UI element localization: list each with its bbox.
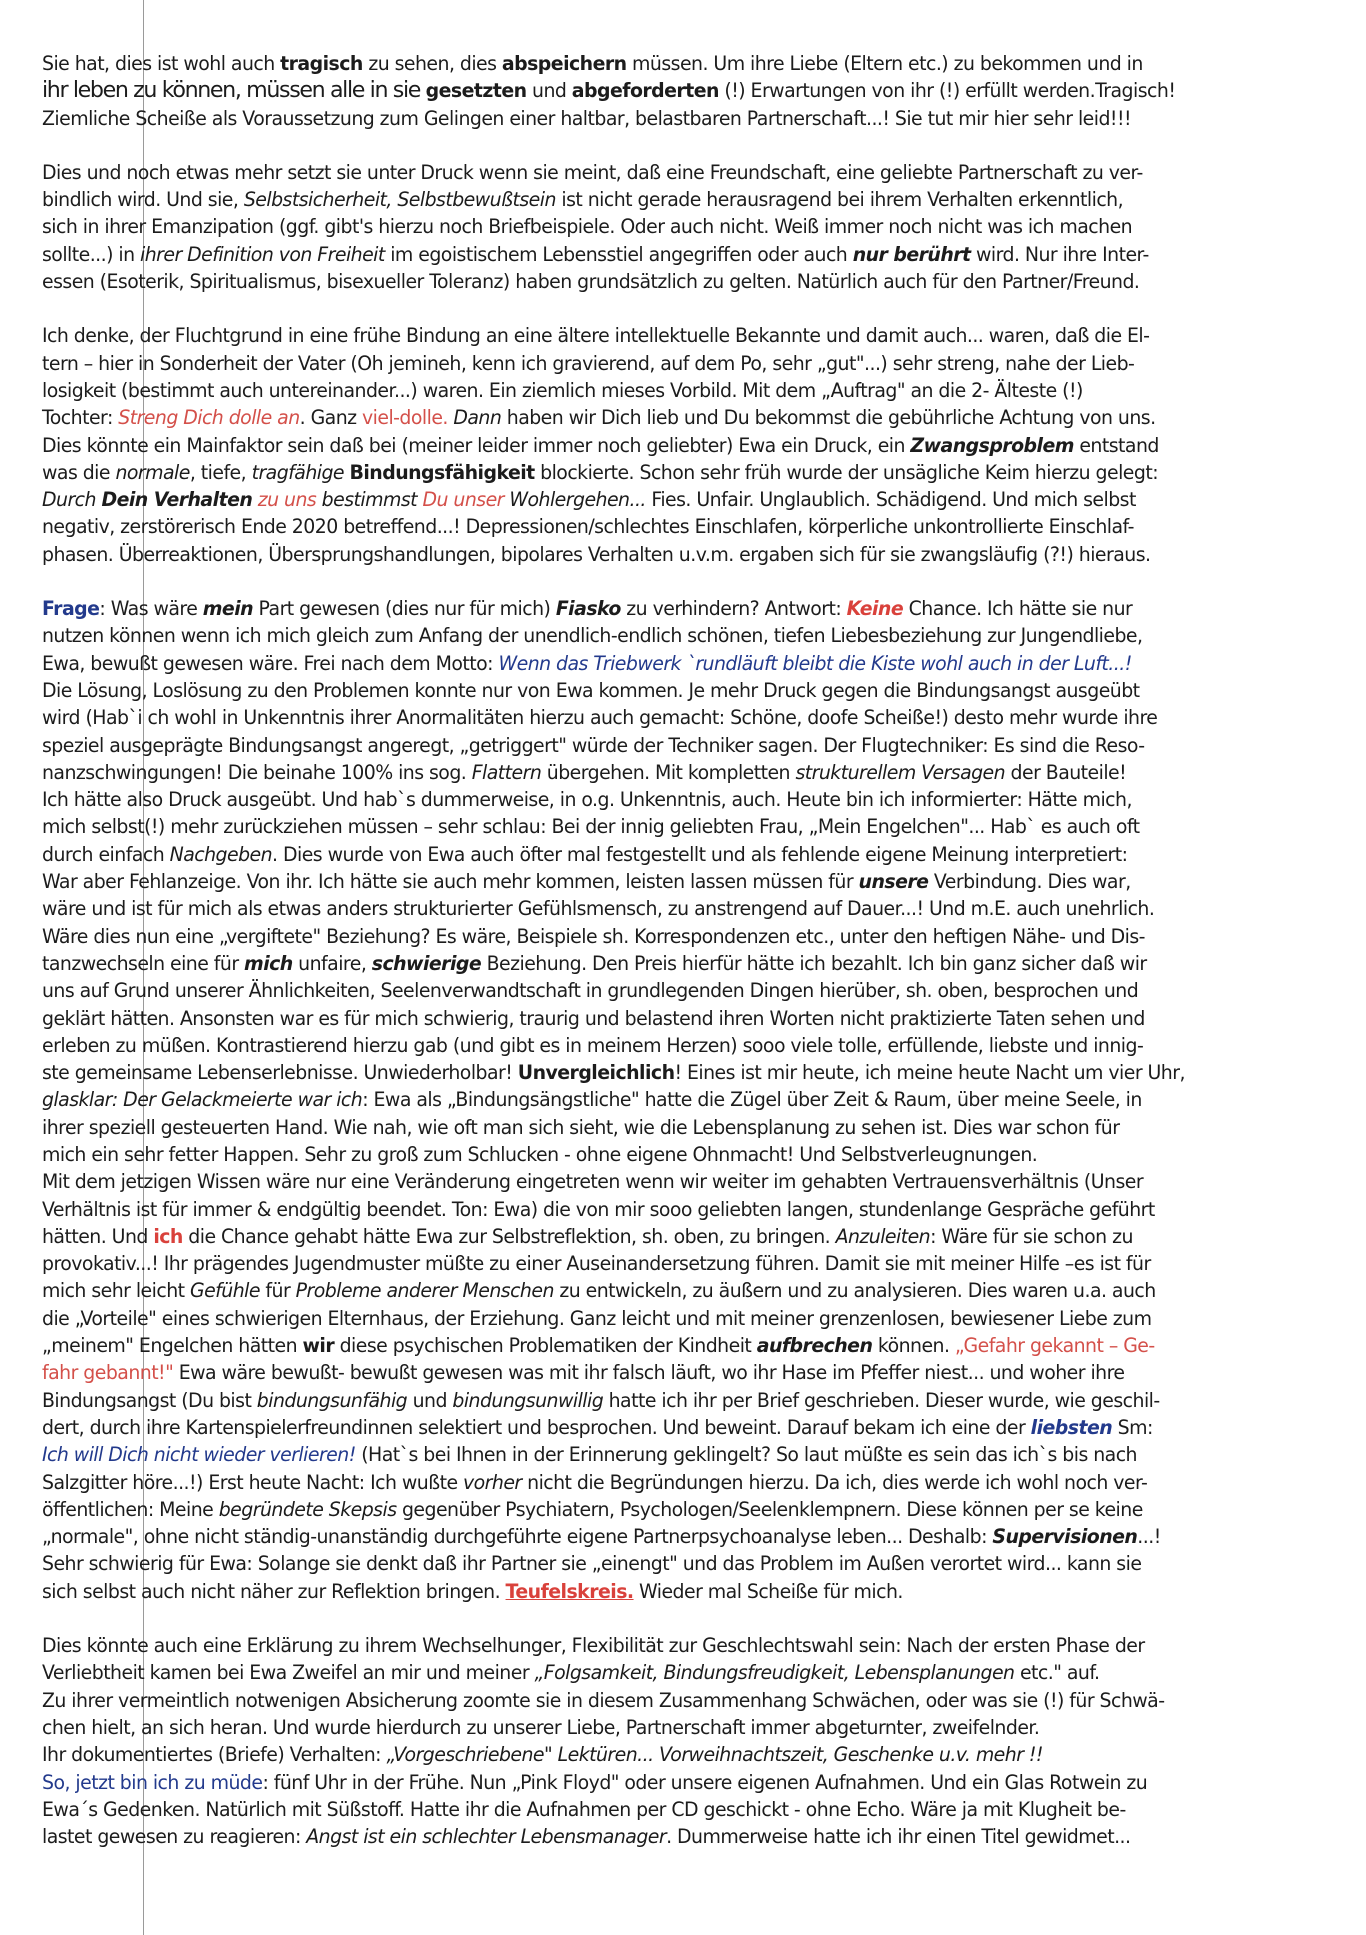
styled-text-run: Probleme anderer Menschen xyxy=(295,1279,554,1303)
text-run: lastet gewesen zu reagieren: xyxy=(42,1825,307,1849)
text-line xyxy=(42,268,1313,295)
text-run: zu entwickeln, zu äußern und zu analysieren. Dies waren u.a. auch xyxy=(553,1279,1156,1303)
text-run: nutzen können wenn ich mich gleich zum Anfang der unendlich-endlich schönen, tiefen Liebesbeziehung zur Jungendliebe, xyxy=(42,624,1143,648)
text-run: bindlich wird. Und sie, xyxy=(42,188,244,212)
text-run: Tochter: xyxy=(42,406,119,430)
text-run: und xyxy=(526,79,572,103)
text-line xyxy=(42,841,1313,868)
text-run: sollte...) in xyxy=(42,242,141,266)
text-run: gegenüber Psychiatern, Psychologen/Seelenklempnern. Diese können per se keine xyxy=(396,1497,1143,1521)
styled-text-run: normale xyxy=(115,460,190,484)
text-run: Fies. Unfair. Unglaublich. Schädigend. Und mich selbst xyxy=(645,488,1136,512)
text-line xyxy=(42,1141,1313,1168)
text-run: Mit dem jetzigen Wissen wäre nur eine Veränderung eingetreten wenn wir weiter im gehabten Vertrauensverhältnis (Unser xyxy=(42,1170,1144,1194)
text-run: Part gewesen (dies nur für mich) xyxy=(253,597,556,621)
text-run: für xyxy=(259,1279,296,1303)
styled-text-run: Angst ist ein schlechter Lebensmanager xyxy=(306,1825,667,1849)
text-run: „normale", ohne nicht ständig-unanständig durchgeführte eigene Partnerpsychoanalyse leben... Deshalb: xyxy=(42,1525,993,1549)
styled-text-run: schwierige xyxy=(371,951,482,975)
styled-text-run: Du unser xyxy=(422,488,504,512)
paragraph xyxy=(42,50,1313,132)
styled-text-run: „Gefahr gekannt – Ge- xyxy=(954,1334,1155,1358)
styled-text-run: zu uns xyxy=(257,488,317,512)
text-run: Dies und noch etwas mehr setzt sie unter Druck wenn sie meint, daß eine Freundschaft, eine geliebte Partnerschaft zu ver- xyxy=(42,160,1143,184)
text-line xyxy=(42,213,1313,240)
text-run: Ihr dokumentiertes (Briefe) Verhalten: xyxy=(42,1743,387,1767)
text-run: speziel ausgeprägte Bindungsangst angeregt, „getriggert" würde der Techniker sagen. Der Flugtechniker: Es sind die Reso- xyxy=(42,733,1145,757)
paragraph xyxy=(42,159,1313,295)
text-line xyxy=(42,1196,1313,1223)
text-run: chen hielt, an sich heran. Und wurde hierdurch zu unserer Liebe, Partnerschaft immer abgeturnter, zweifelnder. xyxy=(42,1715,1040,1739)
text-line xyxy=(42,1332,1313,1359)
text-run: phasen. Überreaktionen, Übersprungshandlungen, bipolares Verhalten u.v.m. ergaben sich für sie zwangsläufig (?!) hieraus. xyxy=(42,542,1151,566)
styled-text-run: liebsten xyxy=(1030,1415,1113,1439)
text-run: Salzgitter höre...!) Erst heute Nacht: Ich wußte xyxy=(42,1470,464,1494)
text-run: Die Lösung, Loslösung zu den Problemen konnte nur von Ewa kommen. Je mehr Druck gegen die Bindungsangst ausgeübt xyxy=(42,678,1140,702)
text-run: Ewa, bewußt gewesen wäre. Frei nach dem Motto: xyxy=(42,651,499,675)
text-run: etc." auf. xyxy=(1014,1661,1100,1685)
text-run: was die xyxy=(42,460,116,484)
text-line xyxy=(42,1796,1313,1823)
text-line xyxy=(42,786,1313,813)
text-run: hätten. Und xyxy=(42,1224,154,1248)
text-run: geklärt hätten. Ansonsten war es für mich schwierig, traurig und belastend ihren Worten nicht praktizierte Taten sehen und xyxy=(42,1006,1145,1030)
text-line xyxy=(42,105,1313,132)
styled-text-run: gesetzten xyxy=(425,79,527,103)
text-line xyxy=(42,1441,1313,1468)
text-run: Verhältnis ist für immer & endgültig beendet. Ton: Ewa) die von mir sooo geliebten langen, stundenlange Gespräche geführt xyxy=(42,1197,1155,1221)
styled-text-run: tragfähige xyxy=(251,460,345,484)
styled-text-run: Fiasko xyxy=(555,597,621,621)
text-run: Verliebtheit kamen bei Ewa Zweifel an mir und meiner xyxy=(42,1661,535,1685)
styled-text-run: Supervisionen xyxy=(992,1525,1138,1549)
styled-text-run: strukturellem Versagen xyxy=(795,760,1006,784)
text-line xyxy=(42,1059,1313,1086)
styled-text-run: Gefühle xyxy=(189,1279,260,1303)
styled-text-run: glasklar: Der Gelackmeierte war ich xyxy=(42,1088,363,1112)
styled-text-run: vorher xyxy=(463,1470,522,1494)
text-run: Sm: xyxy=(1112,1415,1153,1439)
text-run: die „Vorteile" eines schwierigen Elternhaus, der Erziehung. Ganz leicht und mit meiner grenzenlosen, bewiesener Liebe zum xyxy=(42,1306,1152,1330)
text-run: Dies könnte ein Mainfaktor sein daß bei (meiner leider immer noch geliebter) Ewa ein Druck, ein xyxy=(42,433,911,457)
text-run: ste gemeinsame Lebenserlebnisse. Unwiederholbar! xyxy=(42,1061,518,1085)
text-run: wird. Nur ihre Inter- xyxy=(970,242,1149,266)
text-line xyxy=(42,704,1313,731)
text-line xyxy=(42,1114,1313,1141)
styled-text-run: Wenn das Triebwerk `rundläuft bleibt die Kiste wohl auch in der Luft...! xyxy=(498,651,1132,675)
text-run: : Was wäre xyxy=(99,597,203,621)
styled-text-run: Anzuleiten xyxy=(835,1224,931,1248)
text-run: tanzwechseln eine für xyxy=(42,951,245,975)
text-run: Sehr schwierig für Ewa: Solange sie denkt daß ihr Partner sie „einengt" und das Problem im Außen verortet wird... kann sie xyxy=(42,1552,1142,1576)
text-line xyxy=(42,1632,1313,1659)
paragraph xyxy=(42,1632,1313,1850)
text-line xyxy=(42,1769,1313,1796)
styled-text-run: Ich will Dich nicht wieder verlieren! xyxy=(42,1443,356,1467)
text-line xyxy=(42,1359,1313,1386)
styled-text-run: Unvergleichlich xyxy=(517,1061,675,1085)
text-run: : Wäre für sie schon zu xyxy=(930,1224,1133,1248)
text-run: entstand xyxy=(1073,433,1159,457)
styled-text-run: aufbrechen xyxy=(756,1334,873,1358)
text-run: öffentlichen: Meine xyxy=(42,1497,219,1521)
text-run: ...! xyxy=(1137,1525,1161,1549)
styled-text-run: bindungsunwillig xyxy=(452,1388,604,1412)
text-line xyxy=(42,377,1313,404)
text-line xyxy=(42,1414,1313,1441)
styled-text-run: Dein Verhalten xyxy=(101,488,253,512)
text-line xyxy=(42,1550,1313,1577)
text-run: übergehen. Mit kompletten xyxy=(541,760,796,784)
text-line xyxy=(42,1469,1313,1496)
text-run: ! Eines ist mir heute, ich meine heute Nacht um vier Uhr, xyxy=(674,1061,1185,1085)
text-run: hatte ich ihr per Brief geschrieben. Dieser wurde, wie geschil- xyxy=(603,1388,1160,1412)
text-line xyxy=(42,895,1313,922)
text-run: zu sehen, dies xyxy=(362,52,502,75)
text-run: Wieder mal Scheiße für mich. xyxy=(633,1579,903,1603)
styled-text-run: Nachgeben xyxy=(169,842,273,866)
text-line xyxy=(42,1687,1313,1714)
text-run: , tiefe, xyxy=(189,460,252,484)
text-line xyxy=(42,868,1313,895)
text-line xyxy=(42,1277,1313,1304)
text-run: losigkeit (bestimmt auch untereinander...) waren. Ein ziemlich mieses Vorbild. Mit dem „Auftrag" an die 2- Älteste (!) xyxy=(42,378,1083,402)
text-run: . Dummerweise hatte ich ihr einen Titel gewidmet... xyxy=(666,1825,1131,1849)
styled-text-run: viel-dolle. xyxy=(362,406,448,430)
text-run: nanzschwingungen! Die beinahe 100% ins sog. xyxy=(42,760,472,784)
styled-text-run: Zwangsproblem xyxy=(910,433,1074,457)
text-line xyxy=(42,404,1313,431)
text-line xyxy=(42,1086,1313,1113)
text-line xyxy=(42,432,1313,459)
styled-text-run: Durch xyxy=(42,488,102,512)
styled-text-run: ich xyxy=(153,1224,183,1248)
text-run: sich selbst auch nicht näher zur Reflektion bringen. xyxy=(42,1579,506,1603)
styled-text-run: So, jetzt bin ich zu müde xyxy=(42,1770,263,1794)
text-line xyxy=(42,1168,1313,1195)
styled-text-run: Teufelskreis. xyxy=(505,1579,634,1603)
styled-text-run: ihrer Definition von Freiheit xyxy=(140,242,385,266)
text-run: Chance. Ich hätte sie nur xyxy=(903,597,1133,621)
styled-text-run: Frage xyxy=(42,597,100,621)
text-run: Ich hätte also Druck ausgeübt. Und hab`s dummerweise, in o.g. Unkenntnis, auch. Heute bin ich informierter: Hätte mich, xyxy=(42,788,1132,812)
text-run: Sie hat, dies ist wohl auch xyxy=(42,52,281,75)
styled-text-run: Flattern xyxy=(471,760,542,784)
text-run: müssen. Um ihre Liebe (Eltern etc.) zu bekommen und in xyxy=(626,52,1143,75)
text-run: tern – hier in Sonderheit der Vater (Oh jemineh, kenn ich gravierend, auf dem Po, sehr „gut"...) sehr streng, nahe der Lieb- xyxy=(42,351,1135,375)
text-line xyxy=(42,541,1313,568)
text-run: unfaire, xyxy=(292,951,372,975)
text-run: „meinem" Engelchen hätten xyxy=(42,1334,303,1358)
text-line xyxy=(42,622,1313,649)
text-run: der Bauteile! xyxy=(1005,760,1127,784)
styled-text-run: abgeforderten xyxy=(571,79,719,103)
text-line xyxy=(42,677,1313,704)
text-line xyxy=(42,322,1313,349)
text-line xyxy=(42,1496,1313,1523)
document-page xyxy=(42,50,1313,1877)
text-line xyxy=(42,1250,1313,1277)
text-line xyxy=(42,186,1313,213)
styled-text-run: Dann xyxy=(453,406,502,430)
text-line xyxy=(42,813,1313,840)
text-run: Wäre dies nun eine „vergiftete" Beziehung? Es wäre, Beispiele sh. Korrespondenzen etc., unter den heftigen Nähe- und Dis- xyxy=(42,924,1145,948)
styled-text-run: Keine xyxy=(846,597,904,621)
text-run: mich selbst(!) mehr zurückziehen müssen – sehr schlau: Bei der innig geliebten Frau, „Mein Engelchen"... Hab` es auch oft xyxy=(42,815,1140,839)
text-run: wird (Hab`i ch wohl in Unkenntnis ihrer Anormalitäten hierzu auch gemacht: Schöne, doofe Scheiße!) desto mehr wurde ihre xyxy=(42,706,1158,730)
text-run: : Ewa als „Bindungsängstliche" hatte die Zügel über Zeit & Raum, über meine Seele, in xyxy=(362,1088,1142,1112)
text-run: zu verhindern? Antwort: xyxy=(620,597,847,621)
text-line xyxy=(42,950,1313,977)
text-run: sich in ihrer Emanzipation (ggf. gibt's hierzu noch Briefbeispiele. Oder auch nicht. Weiß immer noch nicht was ich machen xyxy=(42,215,1133,239)
text-run: War aber Fehlanzeige. Von ihr. Ich hätte sie auch mehr kommen, leisten lassen müssen für xyxy=(42,870,859,894)
text-run: mich ein sehr fetter Happen. Sehr zu groß zum Schlucken - ohne eigene Ohnmacht! Und Selbstverleugnungen. xyxy=(42,1142,1038,1166)
text-line xyxy=(42,1387,1313,1414)
text-line xyxy=(42,459,1313,486)
text-line xyxy=(42,1223,1313,1250)
styled-text-run: Wohlergehen... xyxy=(503,488,646,512)
styled-text-run: bindungsunfähig xyxy=(256,1388,408,1412)
styled-text-run: begründete Skepsis xyxy=(218,1497,397,1521)
styled-text-run: bestimmst xyxy=(316,488,423,512)
text-run: Zu ihrer vermeintlich notwenigen Absicherung zoomte sie in diesem Zusammenhang Schwächen, oder was sie (!) für Schwä- xyxy=(42,1688,1165,1712)
text-line xyxy=(42,1032,1313,1059)
styled-text-run: Streng Dich dolle an xyxy=(118,406,300,430)
text-line xyxy=(42,1578,1313,1605)
text-line xyxy=(42,486,1313,513)
text-line xyxy=(42,159,1313,186)
text-line xyxy=(42,1659,1313,1686)
text-run: ist nicht gerade herausragend bei ihrem Verhalten erkenntlich, xyxy=(555,188,1124,212)
text-run: Verbindung. Dies war, xyxy=(928,870,1131,894)
styled-text-run: fahr gebannt!" xyxy=(42,1361,174,1385)
text-line xyxy=(42,650,1313,677)
text-run: blockierte. Schon sehr früh wurde der unsägliche Keim hierzu gelegt: xyxy=(534,460,1159,484)
text-run: durch einfach xyxy=(42,842,170,866)
styled-text-run: tragisch xyxy=(280,52,363,75)
text-run: essen (Esoterik, Spiritualismus, bisexueller Toleranz) haben grundsätzlich zu gelten. Natürlich auch für den Partner/Freund. xyxy=(42,270,1140,294)
text-line xyxy=(42,1005,1313,1032)
text-line xyxy=(42,77,1313,104)
paragraph xyxy=(42,322,1313,568)
text-run: ihrer speziell gesteuerten Hand. Wie nah, wie oft man sich sieht, wie die Lebensplanung zu sehen ist. Dies war schon für xyxy=(42,1115,1120,1139)
text-line xyxy=(42,1305,1313,1332)
text-run: Ich denke, der Fluchtgrund in eine frühe Bindung an eine ältere intellektuelle Bekannte und damit auch... waren, daß die El- xyxy=(42,324,1150,348)
text-line xyxy=(42,350,1313,377)
text-run: die Chance gehabt hätte Ewa zur Selbstreflektion, sh. oben, zu bringen. xyxy=(182,1224,836,1248)
text-run: und xyxy=(407,1388,453,1412)
text-run: diese psychischen Problematiken der Kindheit xyxy=(334,1334,757,1358)
text-line xyxy=(42,513,1313,540)
styled-text-run: unsere xyxy=(858,870,929,894)
text-run: . Ganz xyxy=(299,406,363,430)
styled-text-run: „Folgsamkeit, Bindungsfreudigkeit, Lebensplanungen xyxy=(534,1661,1015,1685)
text-run: mich sehr leicht xyxy=(42,1279,190,1303)
styled-text-run: abspeichern xyxy=(501,52,627,75)
styled-text-run: mich xyxy=(244,951,293,975)
styled-text-run: „Vorgeschriebene" Lektüren... Vorweihnachtszeit, Geschenke u.v. mehr !! xyxy=(386,1743,1043,1767)
text-run: Ewa wäre bewußt- bewußt gewesen was mit ihr falsch läuft, wo ihr Hase im Pfeffer niest... und woher ihre xyxy=(173,1361,1125,1385)
text-run: erleben zu müßen. Kontrastierend hierzu gab (und gibt es in meinem Herzen) sooo viele tolle, erfüllende, liebste und innig- xyxy=(42,1033,1144,1057)
text-run: : fünf Uhr in der Frühe. Nun „Pink Floyd" oder unsere eigenen Aufnahmen. Und ein Glas Rotwein zu xyxy=(262,1770,1148,1794)
styled-text-run: Selbstsicherheit, Selbstbewußtsein xyxy=(243,188,556,212)
text-line xyxy=(42,241,1313,268)
text-line xyxy=(42,1523,1313,1550)
text-run: uns auf Grund unserer Ähnlichkeiten, Seelenverwandtschaft in grundlegenden Dingen hierüber, sh. oben, besprochen und xyxy=(42,979,1139,1003)
text-run: wäre und ist für mich als etwas anders strukturierter Gefühlsmensch, zu anstrengend auf Dauer...! Und m.E. auch unehrlich. xyxy=(42,897,1155,921)
text-run: (Hat`s bei Ihnen in der Erinnerung geklingelt? So laut müßte es sein das ich`s bis nach xyxy=(355,1443,1137,1467)
text-run: Beziehung. Den Preis hierfür hätte ich bezahlt. Ich bin ganz sicher daß wir xyxy=(481,951,1147,975)
styled-text-run: Bindungsfähigkeit xyxy=(349,460,535,484)
paragraph xyxy=(42,595,1313,1605)
text-run: provokativ...! Ihr prägendes Jugendmuster müßte zu einer Auseinandersetzung führen. Damit sie mit meiner Hilfe –es ist für xyxy=(42,1252,1151,1276)
text-run: haben wir Dich lieb und Du bekommst die gebührliche Achtung von uns. xyxy=(501,406,1156,430)
text-run: (!) Erwartungen von ihr (!) erfüllt werden.Tragisch! xyxy=(718,79,1176,103)
styled-text-run: mein xyxy=(202,597,254,621)
styled-text-run: nur berührt xyxy=(852,242,971,266)
text-run: nicht die Begründungen hierzu. Da ich, dies werde ich wohl noch ver- xyxy=(521,1470,1148,1494)
text-line xyxy=(42,732,1313,759)
text-line xyxy=(42,1823,1313,1850)
text-line xyxy=(42,1741,1313,1768)
text-run: Ziemliche Scheiße als Voraussetzung zum Gelingen einer haltbar, belastbaren Partnerschaft...! Sie tut mir hier sehr leid!!! xyxy=(42,106,1132,130)
text-line xyxy=(42,977,1313,1004)
text-run: Ewa´s Gedenken. Natürlich mit Süßstoff. Hatte ihr die Aufnahmen per CD geschickt - ohne Echo. Wäre ja mit Klugheit be- xyxy=(42,1797,1126,1821)
text-line xyxy=(42,595,1313,622)
styled-text-run: wir xyxy=(302,1334,335,1358)
text-run: Dies könnte auch eine Erklärung zu ihrem Wechselhunger, Flexibilität zur Geschlechtswahl sein: Nach der ersten Phase der xyxy=(42,1634,1145,1658)
text-run: dert, durch ihre Kartenspielerfreundinnen selektiert und besprochen. Und beweint. Darauf bekam ich eine der xyxy=(42,1415,1031,1439)
text-line xyxy=(42,923,1313,950)
text-run: im egoistischem Lebensstiel angegriffen oder auch xyxy=(384,242,853,266)
text-line xyxy=(42,50,1313,77)
text-run: negativ, zerstörerisch Ende 2020 betreffend...! Depressionen/schlechtes Einschlafen, körperliche unkontrollierte Einschlaf- xyxy=(42,515,1134,539)
text-line xyxy=(42,1714,1313,1741)
text-run: . Dies wurde von Ewa auch öfter mal festgestellt und als fehlende eigene Meinung interpretiert: xyxy=(272,842,1128,866)
styled-text-run: ihr leben zu können, müssen alle in sie xyxy=(42,77,426,104)
text-run: Bindungsangst (Du bist xyxy=(42,1388,257,1412)
text-line xyxy=(42,759,1313,786)
text-run: können. xyxy=(872,1334,955,1358)
